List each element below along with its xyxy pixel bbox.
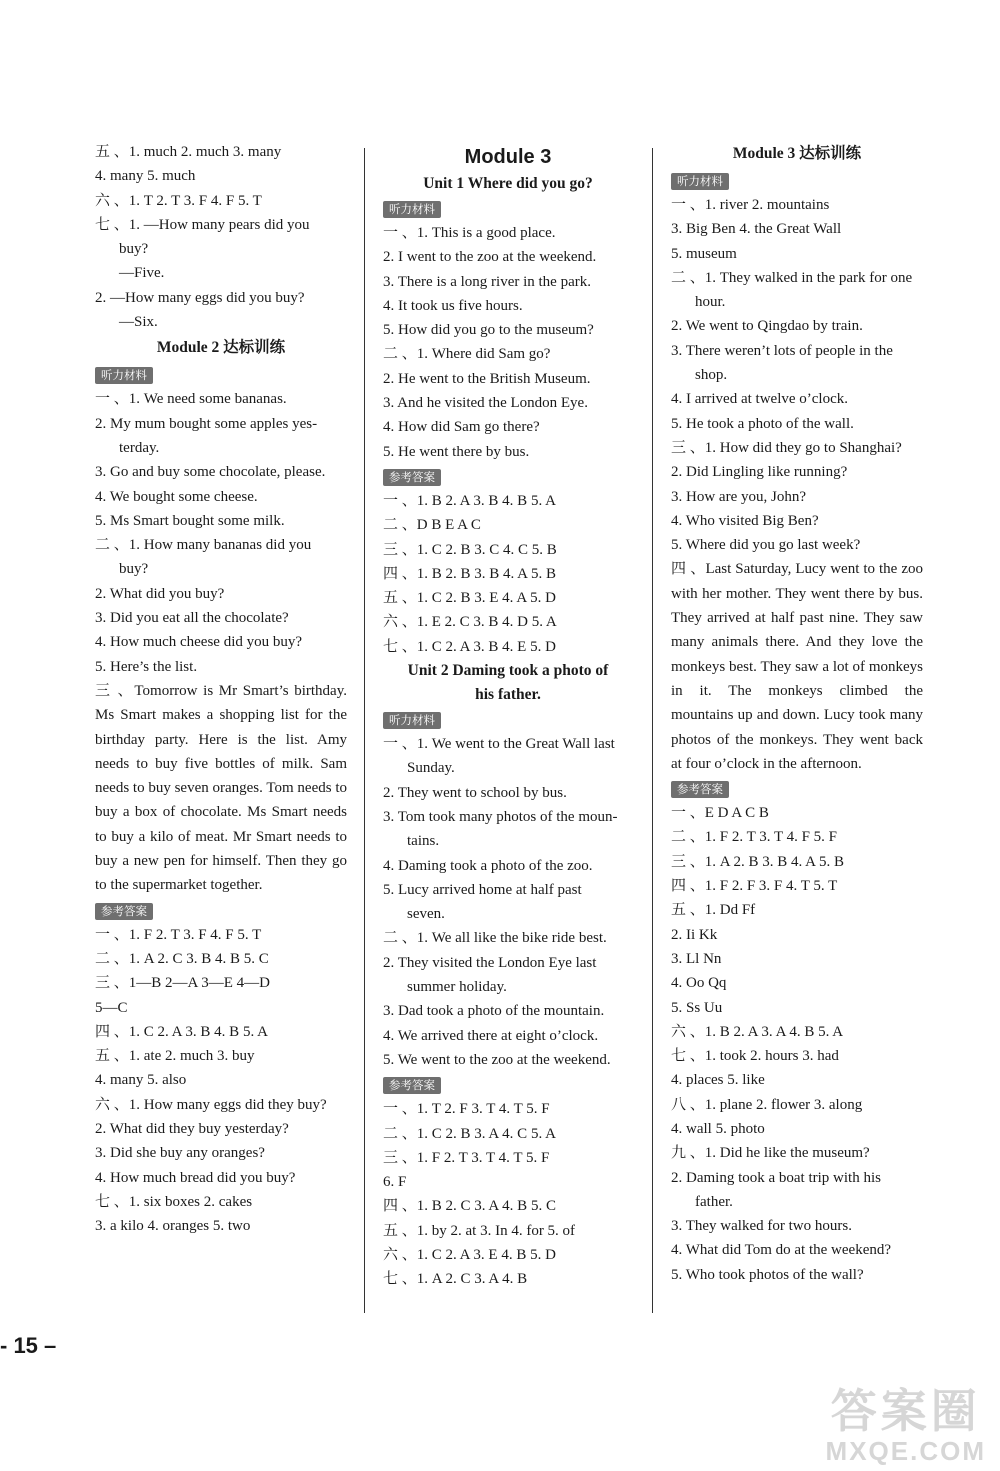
text-line: 3. Did she buy any oranges? (95, 1145, 265, 1162)
text-line: 4. I arrived at twelve o’clock. (671, 391, 849, 408)
text-line: 六 、1. B 2. A 3. A 4. B 5. A (671, 1023, 844, 1040)
text-line: 5. He went there by bus. (383, 443, 530, 460)
text-line: 八 、1. plane 2. flower 3. along (671, 1096, 863, 1113)
section-title: Module 3 达标训练 (732, 145, 862, 162)
text-line: 三 、1. How did they go to Shanghai? (671, 439, 902, 456)
text-line: 2. My mum bought some apples yes- (95, 415, 318, 432)
text-line: 5. Here’s the list. (95, 658, 198, 675)
text-line: 2. Daming took a boat trip with his (671, 1169, 881, 1186)
text-line: 4. many 5. also (95, 1072, 187, 1089)
text-line: 三 、1. C 2. B 3. C 4. C 5. B (383, 541, 557, 558)
section-tag: 听力材料 (383, 712, 441, 729)
text-line: 5. Ss Uu (671, 999, 723, 1016)
column-right (671, 140, 923, 1287)
text-line: 一 、1. T 2. F 3. T 4. T 5. F (383, 1101, 550, 1118)
text-line: 四 、1. F 2. F 3. F 4. T 5. T (671, 878, 838, 895)
text-line: 4. We arrived there at eight o’clock. (383, 1027, 599, 1044)
text-line: 2. They visited the London Eye last (383, 954, 597, 971)
text-line: 二 、1. F 2. T 3. T 4. F 5. F (671, 829, 838, 846)
text-line: 4. wall 5. photo (671, 1120, 765, 1137)
text-line: 二 、1. We all like the bike ride best. (383, 930, 607, 947)
text-line: 五 、1. C 2. B 3. E 4. A 5. D (383, 590, 556, 607)
watermark-site: MXQE.COM (825, 1436, 986, 1466)
text-line: 四 、1. B 2. B 3. B 4. A 5. B (383, 565, 556, 582)
section-tag-row (383, 464, 633, 489)
section-title: Module 2 达标训练 (156, 339, 286, 357)
text-line: 3. Big Ben 4. the Great Wall (671, 221, 842, 238)
section-tag: 听力材料 (671, 173, 729, 190)
section-tag: 参考答案 (95, 903, 153, 920)
text-line: father. (695, 1193, 733, 1210)
text-line: 4. Oo Qq (671, 975, 727, 992)
text-line: 3. Did you eat all the chocolate? (95, 610, 289, 627)
text-line: —Six. (119, 314, 158, 331)
page-number: - 15 – (0, 1333, 57, 1358)
text-line: Sunday. (407, 760, 455, 777)
text-line: 5. museum (671, 245, 737, 262)
text-line: 4. We bought some cheese. (95, 488, 258, 505)
text-line: 4. Daming took a photo of the zoo. (383, 857, 593, 874)
text-line: 二 、1. They walked in the park for one (671, 269, 913, 286)
text-line: 3. Tom took many photos of the moun- (383, 808, 618, 825)
unit-title: Unit 1 Where did you go? (423, 175, 593, 192)
text-line: 5. How did you go to the museum? (383, 322, 594, 339)
text-line: 2. We went to Qingdao by train. (671, 318, 863, 335)
text-line: 三 、1—B 2—A 3—E 4—D (95, 975, 271, 992)
text-line: seven. (407, 906, 445, 923)
text-line: 2. They went to school by bus. (383, 784, 567, 801)
text-line: 六 、1. T 2. T 3. F 4. F 5. T (95, 192, 262, 209)
text-line: 四 、1. C 2. A 3. B 4. B 5. A (95, 1023, 268, 1040)
text-line: 三 、1. F 2. T 3. T 4. T 5. F (383, 1149, 550, 1166)
section-tag-row (383, 1072, 633, 1097)
text-line: 五 、1. ate 2. much 3. buy (95, 1048, 255, 1065)
text-line: summer holiday. (407, 979, 507, 996)
text-line: hour. (695, 294, 726, 311)
text-line: 一 、1. This is a good place. (383, 225, 556, 241)
text-line: 六 、1. E 2. C 3. B 4. D 5. A (383, 614, 557, 631)
text-line: 四 、1. B 2. C 3. A 4. B 5. C (383, 1198, 556, 1215)
text-line: 5—C (95, 999, 128, 1016)
section-tag: 参考答案 (383, 469, 441, 486)
module-title: Module 3 (464, 146, 552, 168)
text-line: 3. And he visited the London Eye. (383, 395, 588, 412)
text-line: 3. a kilo 4. oranges 5. two (95, 1218, 251, 1235)
text-line: 2. Did Lingling like running? (671, 464, 848, 481)
text-line: 2. What did they buy yesterday? (95, 1120, 289, 1137)
text-line: buy? (119, 241, 149, 258)
text-line: 5. We went to the zoo at the weekend. (383, 1051, 611, 1068)
text-line: 七 、1. six boxes 2. cakes (95, 1193, 253, 1210)
text-line: 七 、1. C 2. A 3. B 4. E 5. D (383, 638, 556, 655)
column-left (95, 140, 347, 1238)
text-line: 2. What did you buy? (95, 585, 225, 602)
column-divider (652, 148, 653, 1313)
text-line: 4. What did Tom do at the weekend? (671, 1242, 892, 1259)
text-line: 5. Ms Smart bought some milk. (95, 512, 285, 529)
text-line: 4. How much bread did you buy? (95, 1169, 296, 1186)
text-line: —Five. (119, 265, 165, 282)
listening-passage: 三 、Tomorrow is Mr Smart’s birthday. Ms Smart makes a shopping list for the birthday party. Here is the list. Amy needs to buy five bottles of milk. Sam needs to buy seven oranges. Tom needs to buy a box of chocolate. Ms Smart needs to buy a kilo of meat. Mr Smart needs to buy a new pen for himself. Then they go to the supermarket together. (95, 682, 347, 894)
text-line: 七 、1. A 2. C 3. A 4. B (383, 1271, 528, 1288)
text-line: 2. I went to the zoo at the weekend. (383, 249, 597, 266)
text-line: 4. many 5. much (95, 168, 196, 185)
text-line: 二 、1. How many bananas did you (95, 537, 312, 554)
text-line: tains. (407, 833, 440, 850)
text-line: shop. (695, 367, 728, 384)
text-line: 3. There weren’t lots of people in the (671, 342, 893, 359)
text-line: 4. places 5. like (671, 1072, 765, 1089)
column-divider (364, 148, 365, 1313)
section-tag: 参考答案 (383, 1077, 441, 1094)
text-line: 4. It took us five hours. (383, 297, 523, 314)
watermark-text: 答案圈 (830, 1385, 981, 1437)
text-line: 3. Dad took a photo of the mountain. (383, 1003, 605, 1020)
text-line: 二 、1. A 2. C 3. B 4. B 5. C (95, 950, 269, 967)
text-line: 二 、1. Where did Sam go? (383, 346, 551, 363)
section-tag-row (95, 898, 347, 923)
section-tag-row (671, 776, 923, 801)
text-line: 5. Lucy arrived home at half past (383, 881, 582, 898)
text-line: terday. (119, 439, 160, 456)
section-tag: 参考答案 (671, 781, 729, 798)
text-line: 七 、1. took 2. hours 3. had (671, 1048, 839, 1065)
text-line: 4. Who visited Big Ben? (671, 512, 819, 529)
text-line: 一 、E D A C B (671, 805, 769, 822)
section-tag: 听力材料 (95, 367, 153, 384)
text-line: 6. F (383, 1174, 407, 1191)
text-line: 七 、1. —How many pears did you (95, 216, 310, 233)
text-line: 九 、1. Did he like the museum? (671, 1145, 870, 1162)
watermark-logo (826, 1385, 986, 1465)
text-line: 一 、1. We went to the Great Wall last (383, 736, 615, 753)
section-tag-row (95, 362, 347, 387)
section-tag-row (383, 196, 633, 221)
text-line: 一 、1. B 2. A 3. B 4. B 5. A (383, 492, 556, 509)
unit-title-continued: his father. (475, 686, 541, 704)
text-line: 一 、1. river 2. mountains (671, 197, 830, 213)
section-tag: 听力材料 (383, 201, 441, 218)
listening-passage: 四 、Last Saturday, Lucy went to the zoo with her mother. They went there by bus. They arrived at half past nine. They saw many animals there. And they love the monkeys best. They saw a lot of monkeys in it. The monkeys climbed the mountains up and down. Lucy took many photos of the monkeys. They went back at four o’clock in the afternoon. (671, 561, 923, 772)
text-line: buy? (119, 561, 149, 578)
column-middle (383, 140, 633, 1292)
text-line: 一 、1. We need some bananas. (95, 391, 287, 408)
text-line: 5. Where did you go last week? (671, 537, 861, 554)
text-line: 三 、1. A 2. B 3. B 4. A 5. B (671, 853, 844, 870)
text-line: 3. Ll Nn (671, 950, 722, 967)
text-line: 二 、1. C 2. B 3. A 4. C 5. A (383, 1125, 556, 1142)
text-line: 2. —How many eggs did you buy? (95, 289, 305, 306)
section-tag-row (383, 707, 633, 732)
text-line: 五 、1. Dd Ff (671, 902, 756, 919)
text-line: 5. Who took photos of the wall? (671, 1266, 864, 1283)
text-line: 4. How much cheese did you buy? (95, 634, 303, 651)
text-line: 2. He went to the British Museum. (383, 370, 591, 387)
text-line: 五 、1. by 2. at 3. In 4. for 5. of (383, 1222, 576, 1239)
text-line: 六 、1. C 2. A 3. E 4. B 5. D (383, 1246, 556, 1263)
text-line: 五 、1. much 2. much 3. many (95, 144, 282, 160)
text-line: 5. He took a photo of the wall. (671, 415, 854, 432)
text-line: 3. How are you, John? (671, 488, 806, 505)
text-line: 3. They walked for two hours. (671, 1218, 852, 1235)
text-line: 六 、1. How many eggs did they buy? (95, 1096, 327, 1113)
text-line: 3. There is a long river in the park. (383, 273, 591, 290)
text-line: 4. How did Sam go there? (383, 419, 540, 436)
text-line: 3. Go and buy some chocolate, please. (95, 464, 326, 481)
section-tag-row (671, 168, 923, 193)
text-line: 二 、D B E A C (383, 517, 481, 534)
unit-title: Unit 2 Daming took a photo of (407, 662, 609, 680)
text-line: 一 、1. F 2. T 3. F 4. F 5. T (95, 926, 262, 943)
text-line: 2. Ii Kk (671, 926, 718, 943)
